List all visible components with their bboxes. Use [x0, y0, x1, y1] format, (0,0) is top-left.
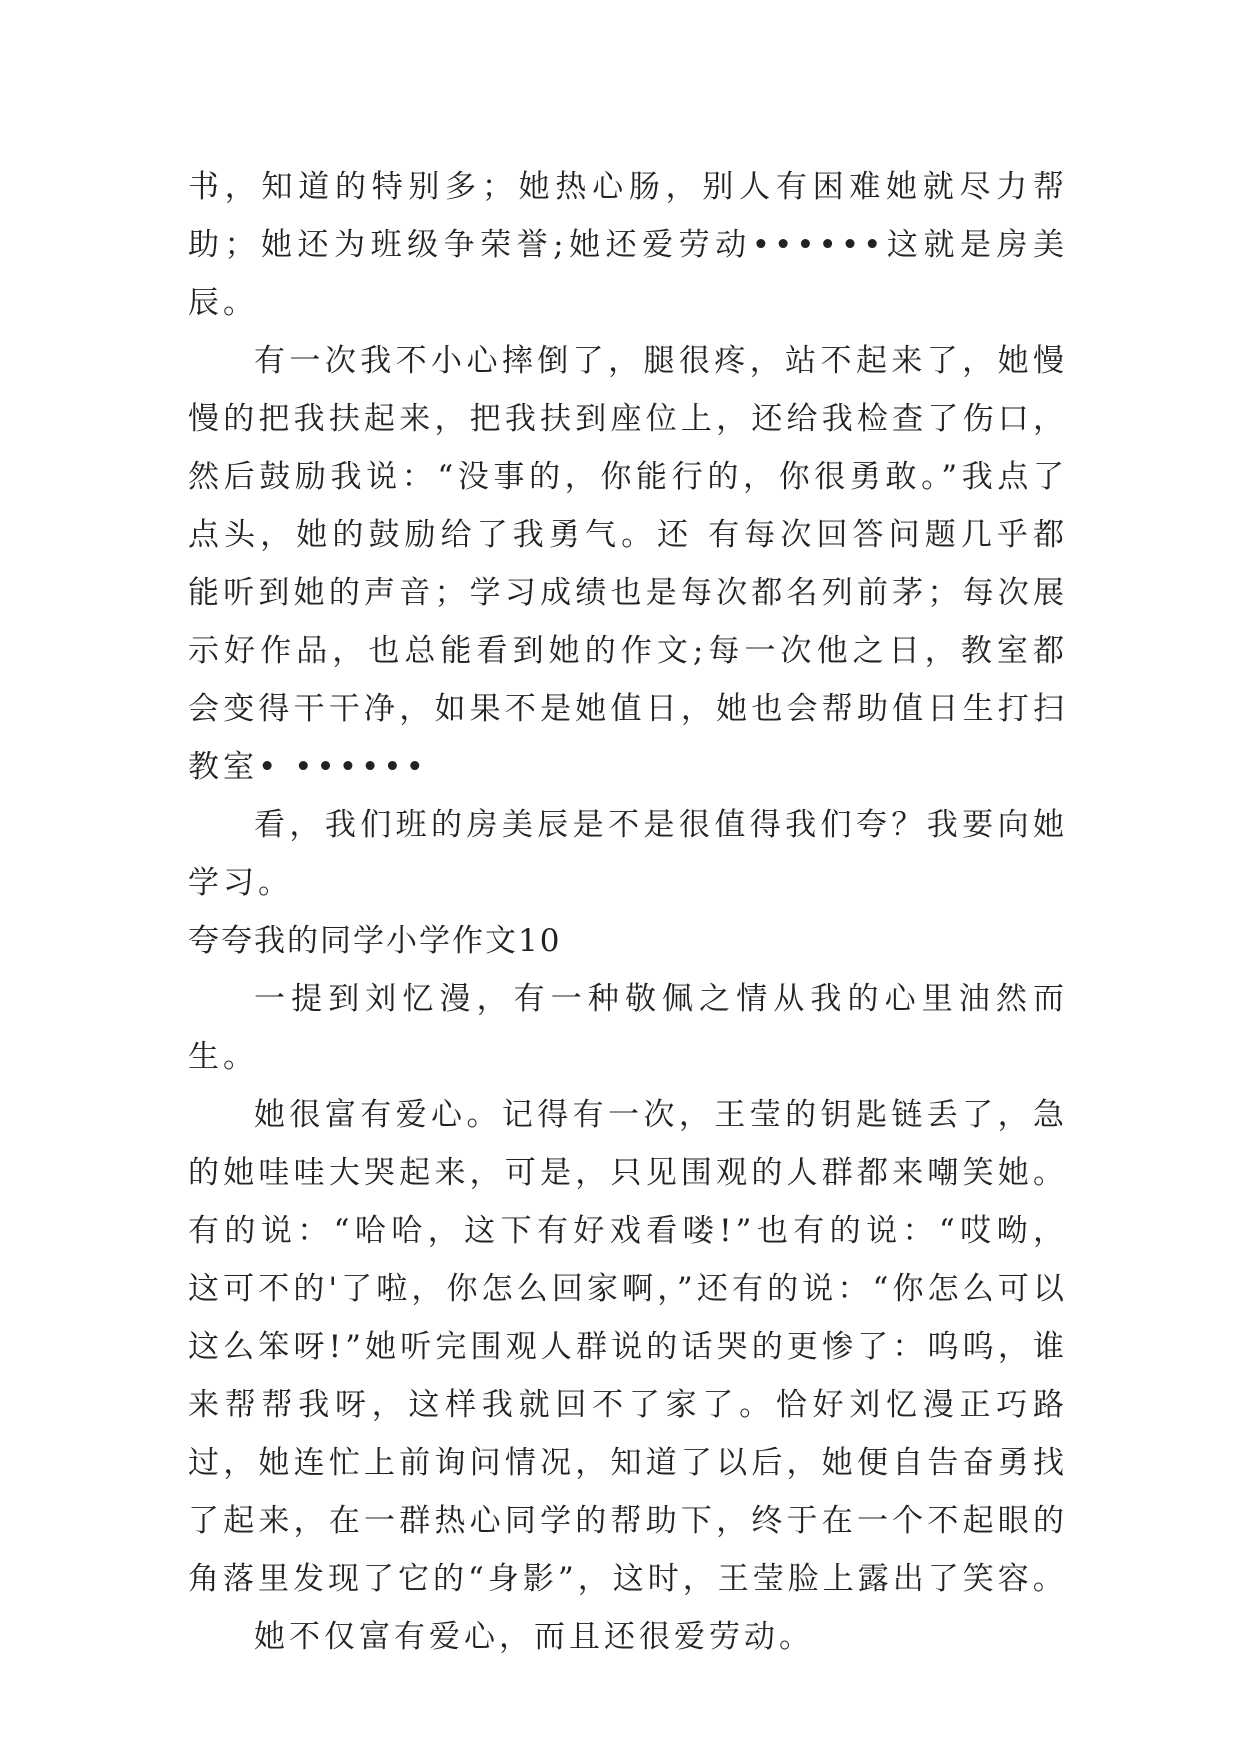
- paragraph-6: 她不仅富有爱心，而且还很爱劳动。: [254, 1619, 814, 1655]
- paragraph-1: 书，知道的特别多；她热心肠，别人有困难她就尽力帮助；她还为班级争荣誉;她还爱劳动••••••这就是房美辰。: [188, 169, 1068, 321]
- paragraph-2: 有一次我不小心摔倒了，腿很疼，站不起来了，她慢慢的把我扶起来，把我扶到座位上，还给我检查了伤口，然后鼓励我说：“没事的，你能行的，你很勇敢。”我点了点头，她的鼓励给了我勇气。还 有每次回答问题几乎都能听到她的声音；学习成绩也是每次都名列前茅；每次展示好作品，也总能看到她的作文;每一次他之日，教室都会变得干干净，如果不是她值日，她也会帮助值日生打扫教室• ••••••: [188, 343, 1068, 785]
- essay-title: 夸夸我的同学小学作文10: [188, 923, 562, 959]
- document-page: [188, 158, 1068, 1666]
- paragraph-3: 看，我们班的房美辰是不是很值得我们夸？我要向她学习。: [188, 807, 1068, 901]
- paragraph-5: 她很富有爱心。记得有一次，王莹的钥匙链丢了，急的她哇哇大哭起来，可是，只见围观的人群都来嘲笑她。有的说：“哈哈，这下有好戏看喽!”也有的说：“哎呦，这可不的'了啦，你怎么回家啊，”还有的说：“你怎么可以这么笨呀!”她听完围观人群说的话哭的更惨了：呜呜，谁来帮帮我呀，这样我就回不了家了。恰好刘忆漫正巧路过，她连忙上前询问情况，知道了以后，她便自告奋勇找了起来，在一群热心同学的帮助下，终于在一个不起眼的角落里发现了它的“身影”，这时，王莹脸上露出了笑容。: [188, 1097, 1068, 1597]
- paragraph-4: 一提到刘忆漫，有一种敬佩之情从我的心里油然而生。: [188, 981, 1068, 1075]
